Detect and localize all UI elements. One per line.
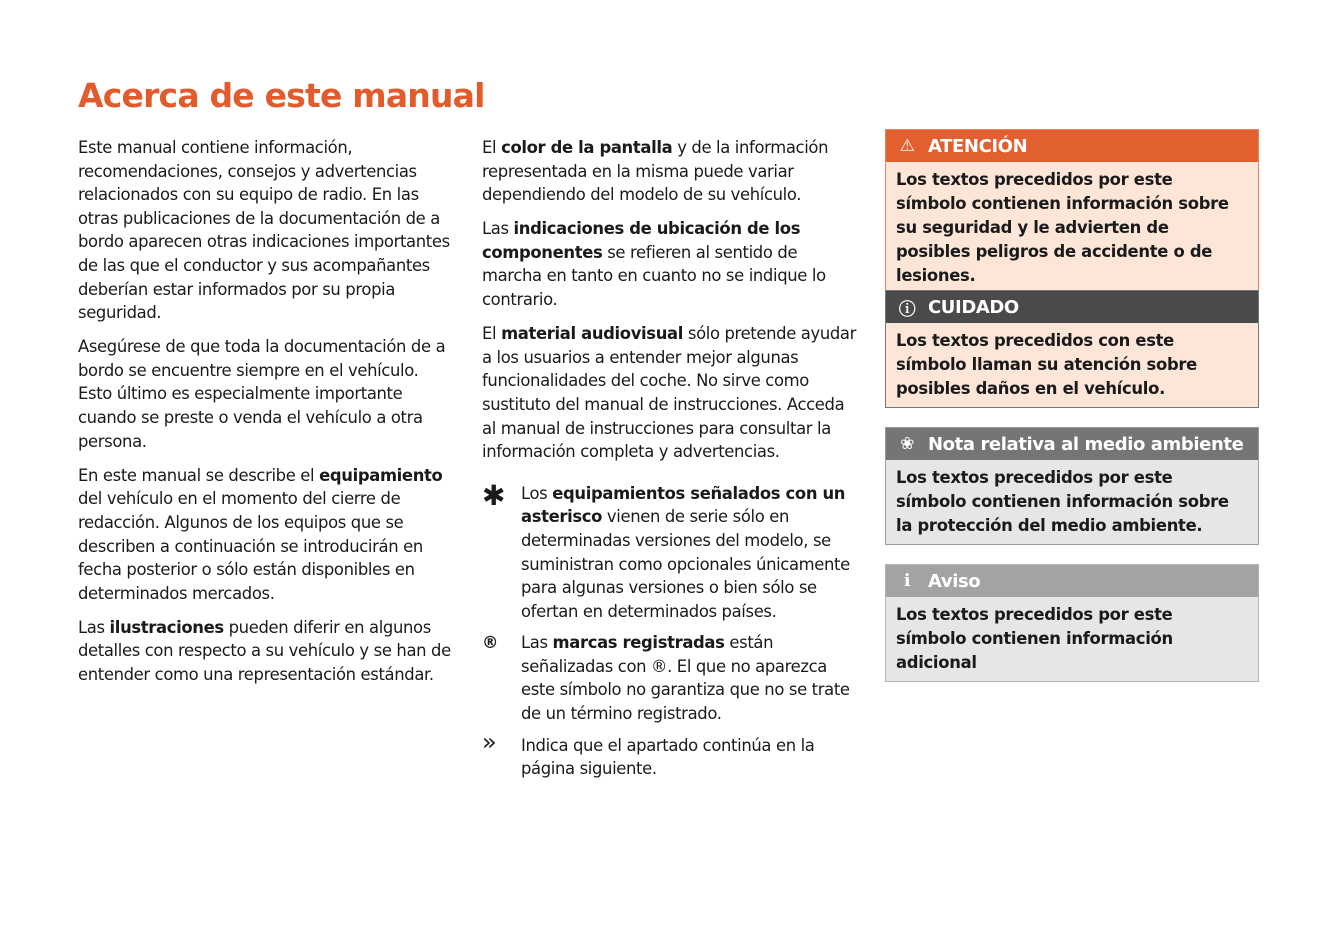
bold-text: equipamiento	[319, 465, 443, 485]
text-segment: Indica que el apartado continúa en la página siguiente.	[521, 735, 815, 779]
flower-icon: ❀	[900, 434, 914, 454]
notice-text: Los textos precedidos por este símbolo contienen información sobre la protección del medio ambiente.	[896, 468, 1229, 535]
legend-item	[482, 631, 860, 725]
double-chevron-right-icon: »	[482, 727, 497, 756]
paragraph	[482, 322, 860, 464]
notice-title: Aviso	[928, 570, 981, 592]
notice-medio-ambiente	[885, 427, 1259, 545]
notice-header	[886, 565, 1258, 597]
text-segment: sólo pretende ayudar a los usuarios a entender mejor algunas funcionalidades del coche. No sirve como sustituto del manual de instrucciones. Acceda al manual de instrucciones para consultar la información completa y advertencias.	[482, 324, 857, 462]
notice-header	[886, 130, 1258, 162]
paragraph	[78, 616, 456, 687]
info-square-icon: ℹ	[903, 571, 911, 591]
paragraph	[78, 335, 456, 453]
text-segment: y de la información representada en la misma puede variar dependiendo del modelo de su vehículo.	[482, 138, 829, 205]
bold-text: equipamientos señalados con un asterisco	[521, 483, 846, 527]
column-middle	[482, 136, 860, 789]
text-segment: Las	[482, 219, 514, 239]
text-segment: vienen de serie sólo en determinadas versiones del modelo, se suministran como opcionales únicamente para algunas versiones o bien sólo se ofertan en determinados países.	[521, 507, 850, 621]
bold-text: color de la pantalla	[501, 138, 673, 157]
bold-text: marcas registradas	[552, 633, 725, 653]
notice-title: CUIDADO	[928, 296, 1019, 318]
paragraph	[482, 217, 860, 311]
notice-cuidado	[885, 290, 1259, 408]
text-segment: Este manual contiene información, recomendaciones, consejos y advertencias relacionados con su equipo de radio. En las otras publicaciones de la documentación de a bordo aparecen otras indicaciones importantes de las que el conductor y sus acompañantes deberían estar informados por su propia seguridad.	[78, 138, 450, 323]
text-segment: del vehículo en el momento del cierre de redacción. Algunos de los equipos que se describen a continuación se introducirán en fecha posterior o sólo están disponibles en determinados mercados.	[78, 489, 423, 603]
notice-header	[886, 291, 1258, 323]
notice-text: Los textos precedidos por este símbolo contienen información sobre su seguridad y le advierten de posibles peligros de accidente o de lesiones.	[896, 170, 1229, 285]
text-segment: pueden diferir en algunos detalles con respecto a su vehículo y se han de entender como una representación estándar.	[78, 617, 451, 684]
notice-aviso	[885, 564, 1259, 682]
text-segment: Las	[78, 617, 110, 637]
text-segment: El	[482, 324, 502, 344]
notice-title: Nota relativa al medio ambiente	[928, 433, 1244, 455]
paragraph	[78, 464, 456, 606]
notice-text: Los textos precedidos por este símbolo contienen información adicional	[896, 605, 1173, 672]
warning-triangle-icon: ⚠	[899, 136, 915, 156]
paragraph	[78, 136, 456, 325]
legend-item	[482, 478, 860, 624]
notice-text: Los textos precedidos con este símbolo llaman su atención sobre posibles daños en el vehículo.	[896, 331, 1197, 398]
notice-title: ATENCIÓN	[928, 135, 1028, 157]
bold-text: indicaciones de ubicación de los componentes	[482, 219, 801, 262]
text-segment: Asegúrese de que toda la documentación de a bordo se encuentre siempre en el vehículo. Esto último es especialmente importante cuando se preste o venda el vehículo a otra persona.	[78, 337, 446, 451]
notice-header	[886, 428, 1258, 460]
legend-item	[482, 727, 860, 781]
paragraph	[482, 136, 860, 207]
text-segment: se refieren al sentido de marcha en tanto en cuanto no se indique lo contrario.	[482, 242, 826, 310]
text-segment: El	[482, 138, 502, 157]
registered-icon: ®	[482, 633, 499, 653]
bold-text: ilustraciones	[109, 617, 224, 637]
notice-atencion	[885, 129, 1259, 295]
exclamation-circle-icon: ⓘ	[898, 299, 916, 320]
text-segment: Los	[521, 483, 553, 503]
page-title: Acerca de este manual	[78, 76, 485, 115]
bold-text: material audiovisual	[501, 324, 684, 344]
text-segment: En este manual se describe el	[78, 465, 320, 485]
text-segment: están señalizadas con ®. El que no aparezca este símbolo no garantiza que no se trate de un término registrado.	[521, 633, 850, 724]
text-segment: Las	[521, 633, 553, 653]
column-left	[78, 136, 456, 697]
asterisk-icon: ✱	[482, 478, 506, 512]
